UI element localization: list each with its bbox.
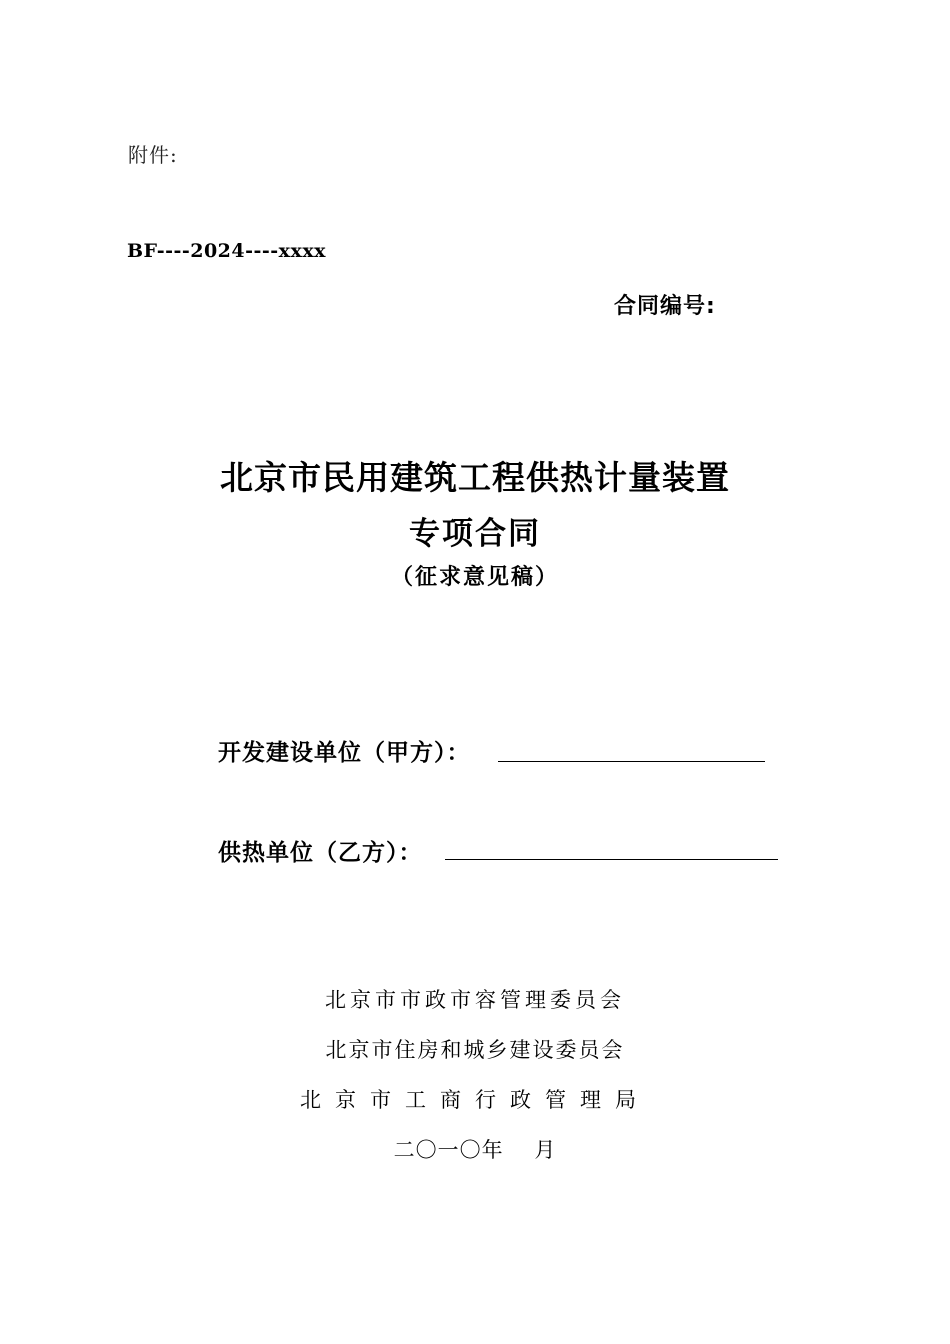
party-a-label: 开发建设单位（甲方）： [218, 740, 471, 766]
issuer-industry-commerce-bureau: 北京市工商行政管理局 [300, 1088, 650, 1112]
document-title: 北京市民用建筑工程供热计量装置 [220, 458, 730, 497]
contract-number-label: 合同编号: [614, 294, 716, 319]
document-code: BF----2024----xxxx [127, 240, 326, 262]
draft-note: （征求意见稿） [390, 565, 559, 590]
party-b-blank-line [445, 859, 778, 860]
document-date: 二〇一〇年 月 [393, 1138, 557, 1162]
document-subtitle: 专项合同 [409, 516, 541, 552]
party-b-label: 供热单位（乙方）： [218, 840, 423, 866]
attachment-label: 附件: [128, 143, 178, 167]
issuer-housing-commission: 北京市住房和城乡建设委员会 [325, 1038, 625, 1062]
issuer-municipal-commission: 北京市市政市容管理委员会 [325, 988, 625, 1012]
party-a-blank-line [498, 761, 765, 762]
